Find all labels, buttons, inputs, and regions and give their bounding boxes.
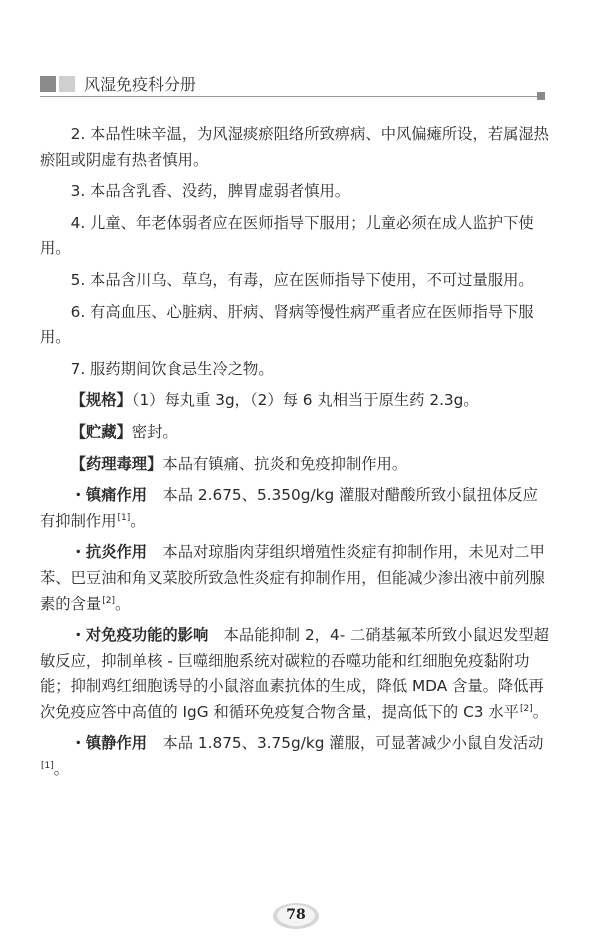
analgesic-title: ・镇痛作用 [70, 486, 148, 505]
antiinflammatory-end: 。 [114, 594, 131, 613]
immune-text: 本品能抑制 2，4- 二硝基氟苯所致小鼠迟发型超敏反应，抑制单核 - 巨噬细胞系统对碳粒的吞噬功能和红细胞免疫黏附功能；抑制鸡红细胞诱导的小鼠溶血素抗体的生成，降低 MDA 含量。降低再次免疫应答中高值的 IgG 和循环免疫复合物含量，提高低下的 C3 水平 [40, 626, 549, 721]
caution-item-4: 4. 儿童、年老体弱者应在医师指导下服用；儿童必须在成人监护下使用。 [40, 213, 534, 258]
spec-label: 【规格】 [70, 391, 132, 410]
header-decor-square-dark [40, 76, 56, 92]
page-body [40, 122, 550, 789]
storage-paragraph [40, 420, 550, 446]
caution-item-3: 3. 本品含乳香、没药，脾胃虚弱者慎用。 [70, 182, 351, 201]
running-header [40, 74, 545, 96]
header-rule [40, 96, 537, 97]
sedative-paragraph [40, 731, 550, 782]
spec-paragraph [40, 388, 550, 414]
sedative-text: 本品 1.875、3.75g/kg 灌服，可显著减少小鼠自发活动 [162, 734, 544, 753]
analgesic-end: 。 [130, 511, 146, 530]
antiinflammatory-title: ・抗炎作用 [70, 543, 148, 562]
sedative-title: ・镇静作用 [70, 734, 148, 753]
analgesic-citation: [1] [117, 512, 131, 523]
pharmacology-label: 【药理毒理】 [70, 454, 163, 473]
sedative-citation: [1] [41, 761, 54, 772]
page-number-badge [273, 903, 319, 929]
storage-text: 密封。 [131, 422, 178, 441]
immune-title: ・对免疫功能的影响 [70, 626, 209, 645]
pharmacology-paragraph [40, 452, 550, 478]
antiinflammatory-paragraph [40, 540, 550, 617]
pharmacology-text: 本品有镇痛、抗炎和免疫抑制作用。 [162, 454, 408, 473]
caution-item-6: 6. 有高血压、心脏病、肝病、肾病等慢性病严重者应在医师指导下服用。 [40, 302, 534, 347]
immune-end: 。 [532, 702, 549, 721]
antiinflammatory-citation: [2] [102, 595, 115, 606]
sedative-end: 。 [53, 760, 70, 779]
caution-item-7: 7. 服药期间饮食忌生冷之物。 [70, 359, 274, 378]
header-title: 风湿免疫科分册 [84, 75, 197, 94]
immune-paragraph [40, 623, 550, 725]
caution-item-2: 2. 本品性味辛温，为风湿痰瘀阻络所致痹病、中风偏瘫所设，若属湿热瘀阻或阴虚有热者慎用。 [40, 125, 549, 169]
storage-label: 【贮藏】 [70, 422, 132, 441]
page-number: 78 [286, 907, 306, 923]
immune-citation: [2] [519, 703, 533, 714]
analgesic-text: 本品 2.675、5.350g/kg 灌服对醋酸所致小鼠扭体反应有抑制作用 [40, 486, 538, 530]
analgesic-paragraph [40, 483, 550, 534]
spec-text: （1）每丸重 3g，（2）每 6 丸相当于原生药 2.3g。 [131, 391, 479, 410]
header-decor-square-light [59, 76, 75, 92]
antiinflammatory-text: 本品对琼脂肉芽组织增殖性炎症有抑制作用，未见对二甲苯、巴豆油和角叉菜胶所致急性炎症有抑制作用，但能减少渗出液中前列腺素的含量 [40, 543, 545, 613]
caution-item-5: 5. 本品含川乌、草乌，有毒，应在医师指导下使用，不可过量服用。 [70, 270, 534, 289]
header-rule-end-square [537, 92, 545, 100]
